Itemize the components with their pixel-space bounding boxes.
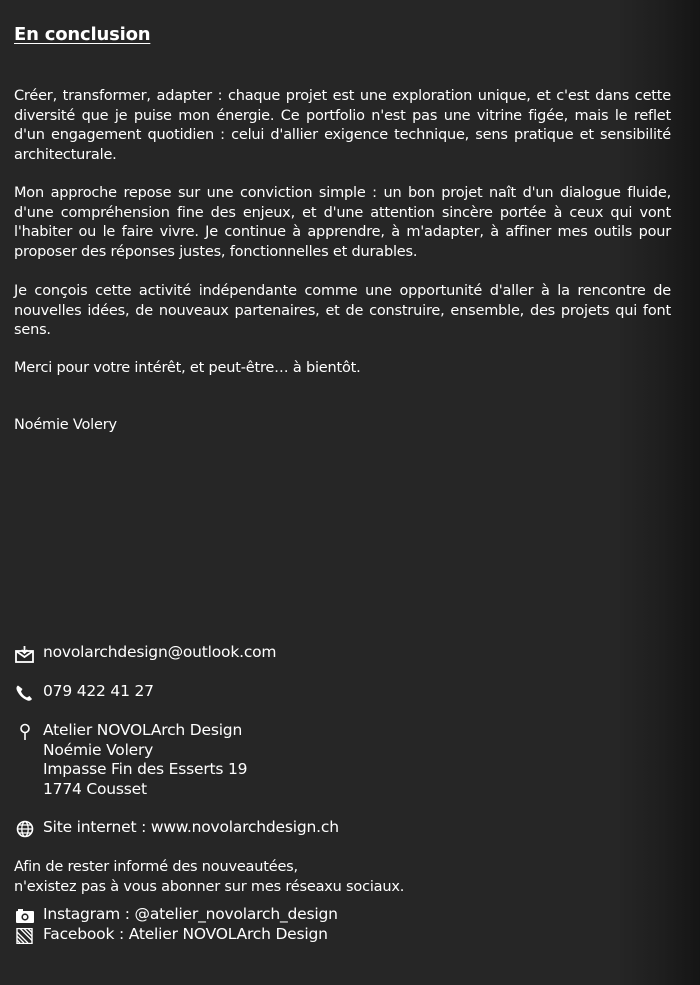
website-link[interactable]: Site internet : www.novolarchdesign.ch <box>43 818 339 836</box>
camera-icon <box>15 908 35 924</box>
address-block <box>43 721 247 799</box>
paragraph-3: Je conçois cette activité indépendante comme une opportunité d'aller à la rencontre de nouvelles idées, de nouveaux partenaires, et de construire, ensemble, des projets qui font sens. <box>14 283 671 338</box>
section-heading: En conclusion <box>14 24 151 45</box>
signature: Noémie Volery <box>14 417 117 433</box>
address-line-2: Noémie Volery <box>43 740 154 759</box>
location-pin-icon <box>14 723 36 741</box>
envelope-icon <box>14 645 36 663</box>
phone-number[interactable]: 079 422 41 27 <box>43 682 154 700</box>
phone-icon <box>14 684 36 702</box>
paragraph-4: Merci pour votre intérêt, et peut-être… à bientôt. <box>14 360 361 376</box>
social-intro-line-2: n'existez pas à vous abonner sur mes réseaxu sociaux. <box>14 878 405 895</box>
facebook-link[interactable]: Facebook : Atelier NOVOLArch Design <box>43 925 328 943</box>
instagram-link[interactable]: Instagram : @atelier_novolarch_design <box>43 905 338 923</box>
social-intro <box>14 858 404 897</box>
email-link[interactable]: novolarchdesign@outlook.com <box>43 643 277 661</box>
globe-icon <box>14 820 36 838</box>
address-line-3: Impasse Fin des Esserts 19 <box>43 760 248 778</box>
facebook-icon <box>15 928 35 944</box>
address-line-4: 1774 Cousset <box>43 779 147 798</box>
paragraph-2: Mon approche repose sur une conviction simple : un bon projet naît d'un dialogue fluide, d'une compréhension fine des enjeux, et d'une attention sincère portée à ceux qui vont l'habiter ou le faire vivre. Je continue à apprendre, à m'adapter, à affiner mes outils pour proposer des réponses justes, fonctionnelles et durables. <box>14 185 671 260</box>
paragraph-1: Créer, transformer, adapter : chaque projet est une exploration unique, et c'est dans cette diversité que je puise mon énergie. Ce portfolio n'est pas une vitrine figée, mais le reflet d'un engagement quotidien : celui d'allier exigence technique, sens pratique et sensibilité architecturale. <box>14 88 671 163</box>
address-line-1: Atelier NOVOLArch Design <box>43 721 243 739</box>
social-intro-line-1: Afin de rester informé des nouveautées, <box>14 859 298 875</box>
